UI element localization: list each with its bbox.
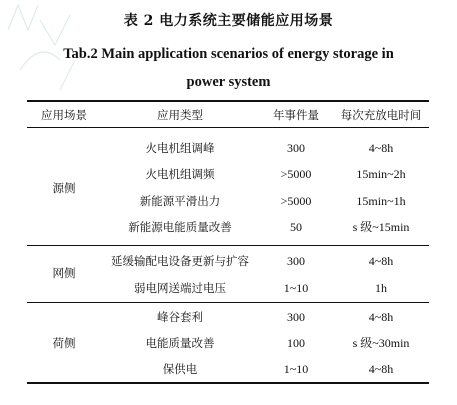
table-row-time: 1h xyxy=(375,281,387,295)
table-row-time: 4~8h xyxy=(368,254,394,268)
table-row-time: s 级~30min xyxy=(352,336,410,350)
table-row-count: >5000 xyxy=(280,194,312,208)
table-row-count: 300 xyxy=(287,141,305,155)
table-row-count: >5000 xyxy=(280,167,312,181)
table-caption-en-line1: Tab.2 Main application scenarios of energy storage in xyxy=(63,46,394,62)
table-row-type: 火电机组调峰 xyxy=(145,141,215,155)
header-time: 每次充放电时间 xyxy=(340,108,422,122)
scene-grid: 网侧 xyxy=(52,266,76,280)
table-caption-en-line2: power system xyxy=(186,74,271,90)
table-row-type: 保供电 xyxy=(162,362,198,376)
table-row-time: 15min~1h xyxy=(356,194,406,208)
scene-load: 荷侧 xyxy=(52,336,76,350)
table-caption-cn: 表 2 电力系统主要储能应用场景 xyxy=(123,13,334,29)
table-row-type: 电能质量改善 xyxy=(145,336,215,350)
table-row-type: 延缓输配电设备更新与扩容 xyxy=(111,254,249,268)
table-top-rule xyxy=(27,100,429,102)
table-row-count: 300 xyxy=(287,310,305,324)
table-row-type: 弱电网送端过电压 xyxy=(134,281,226,295)
group-divider xyxy=(27,302,429,303)
header-count: 年事件量 xyxy=(273,108,319,122)
table-row-type: 新能源平滑出力 xyxy=(139,194,221,208)
table-row-count: 1~10 xyxy=(283,362,309,376)
table-row-time: 4~8h xyxy=(368,141,394,155)
table-row-time: 15min~2h xyxy=(356,167,406,181)
table-row-time: s 级~15min xyxy=(352,220,410,234)
header-rule xyxy=(27,127,429,128)
header-scene: 应用场景 xyxy=(41,108,87,122)
table-row-type: 新能源电能质量改善 xyxy=(128,220,232,234)
table-row-type: 火电机组调频 xyxy=(145,167,215,181)
table-row-count: 1~10 xyxy=(283,281,309,295)
header-type: 应用类型 xyxy=(157,108,203,122)
table-row-time: 4~8h xyxy=(368,310,394,324)
scene-source: 源侧 xyxy=(52,181,76,195)
table-row-count: 50 xyxy=(290,220,302,234)
table-row-count: 300 xyxy=(287,254,305,268)
table-row-time: 4~8h xyxy=(368,362,394,376)
table-bottom-rule xyxy=(27,382,429,384)
table-row-count: 100 xyxy=(287,336,305,350)
group-divider xyxy=(27,245,429,246)
table-row-type: 峰谷套利 xyxy=(157,310,203,324)
